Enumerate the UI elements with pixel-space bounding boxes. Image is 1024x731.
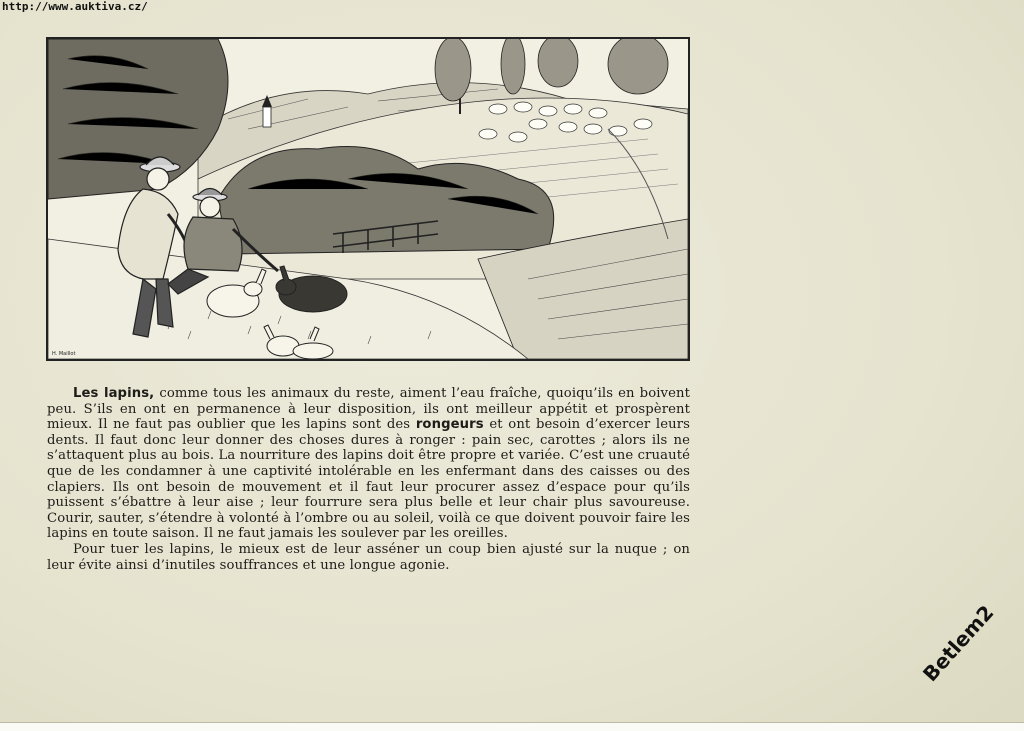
article-text <box>47 386 690 573</box>
engraving-illustration <box>46 37 690 361</box>
paragraph-1-part-2: et ont besoin d’exercer leurs dents. Il faut donc leur donner des choses dures à ronger : pain sec, carottes ; alors ils ne s’attaquent plus au bois. La nourriture des lapins doit être propre et variée. C’est une cruauté que de les condamner à une captivité intolérable en les enfermant dans des caisses ou des clapiers. Ils ont besoin de mouvement et il faut leur procurer assez d’espace pour qu’ils puissent s’ébattre à leur aise ; leur fourrure sera plus belle et leur chair plus savoureuse. Courir, sauter, s’étendre à volonté à l’ombre ou au soleil, voilà ce que doivent pouvoir faire les lapins en toute saison. Il ne faut jamais les soulever par les oreilles. <box>47 417 690 542</box>
paragraph-1 <box>47 386 690 542</box>
source-url: http://www.auktiva.cz/ <box>2 0 148 13</box>
paragraph-2: Pour tuer les lapins, le mieux est de leur asséner un coup bien ajusté sur la nuque ; on leur évite ainsi d’inutiles souffrances et une longue agonie. <box>47 541 690 573</box>
bold-term-rongeurs: rongeurs <box>415 417 484 433</box>
lead-term: Les lapins, <box>73 386 155 401</box>
watermark-signature: Betlem2 <box>918 600 999 687</box>
artist-signature: H. Maillot <box>52 351 76 357</box>
paragraph-1-part-1: comme tous les animaux du reste, aiment l’eau fraîche, quoiqu’ils en boivent peu. S’ils en ont en permanence à leur disposition, ils ont meilleur appétit et prospèrent mieux. Il ne faut pas oublier que les lapins sont des <box>47 386 691 433</box>
